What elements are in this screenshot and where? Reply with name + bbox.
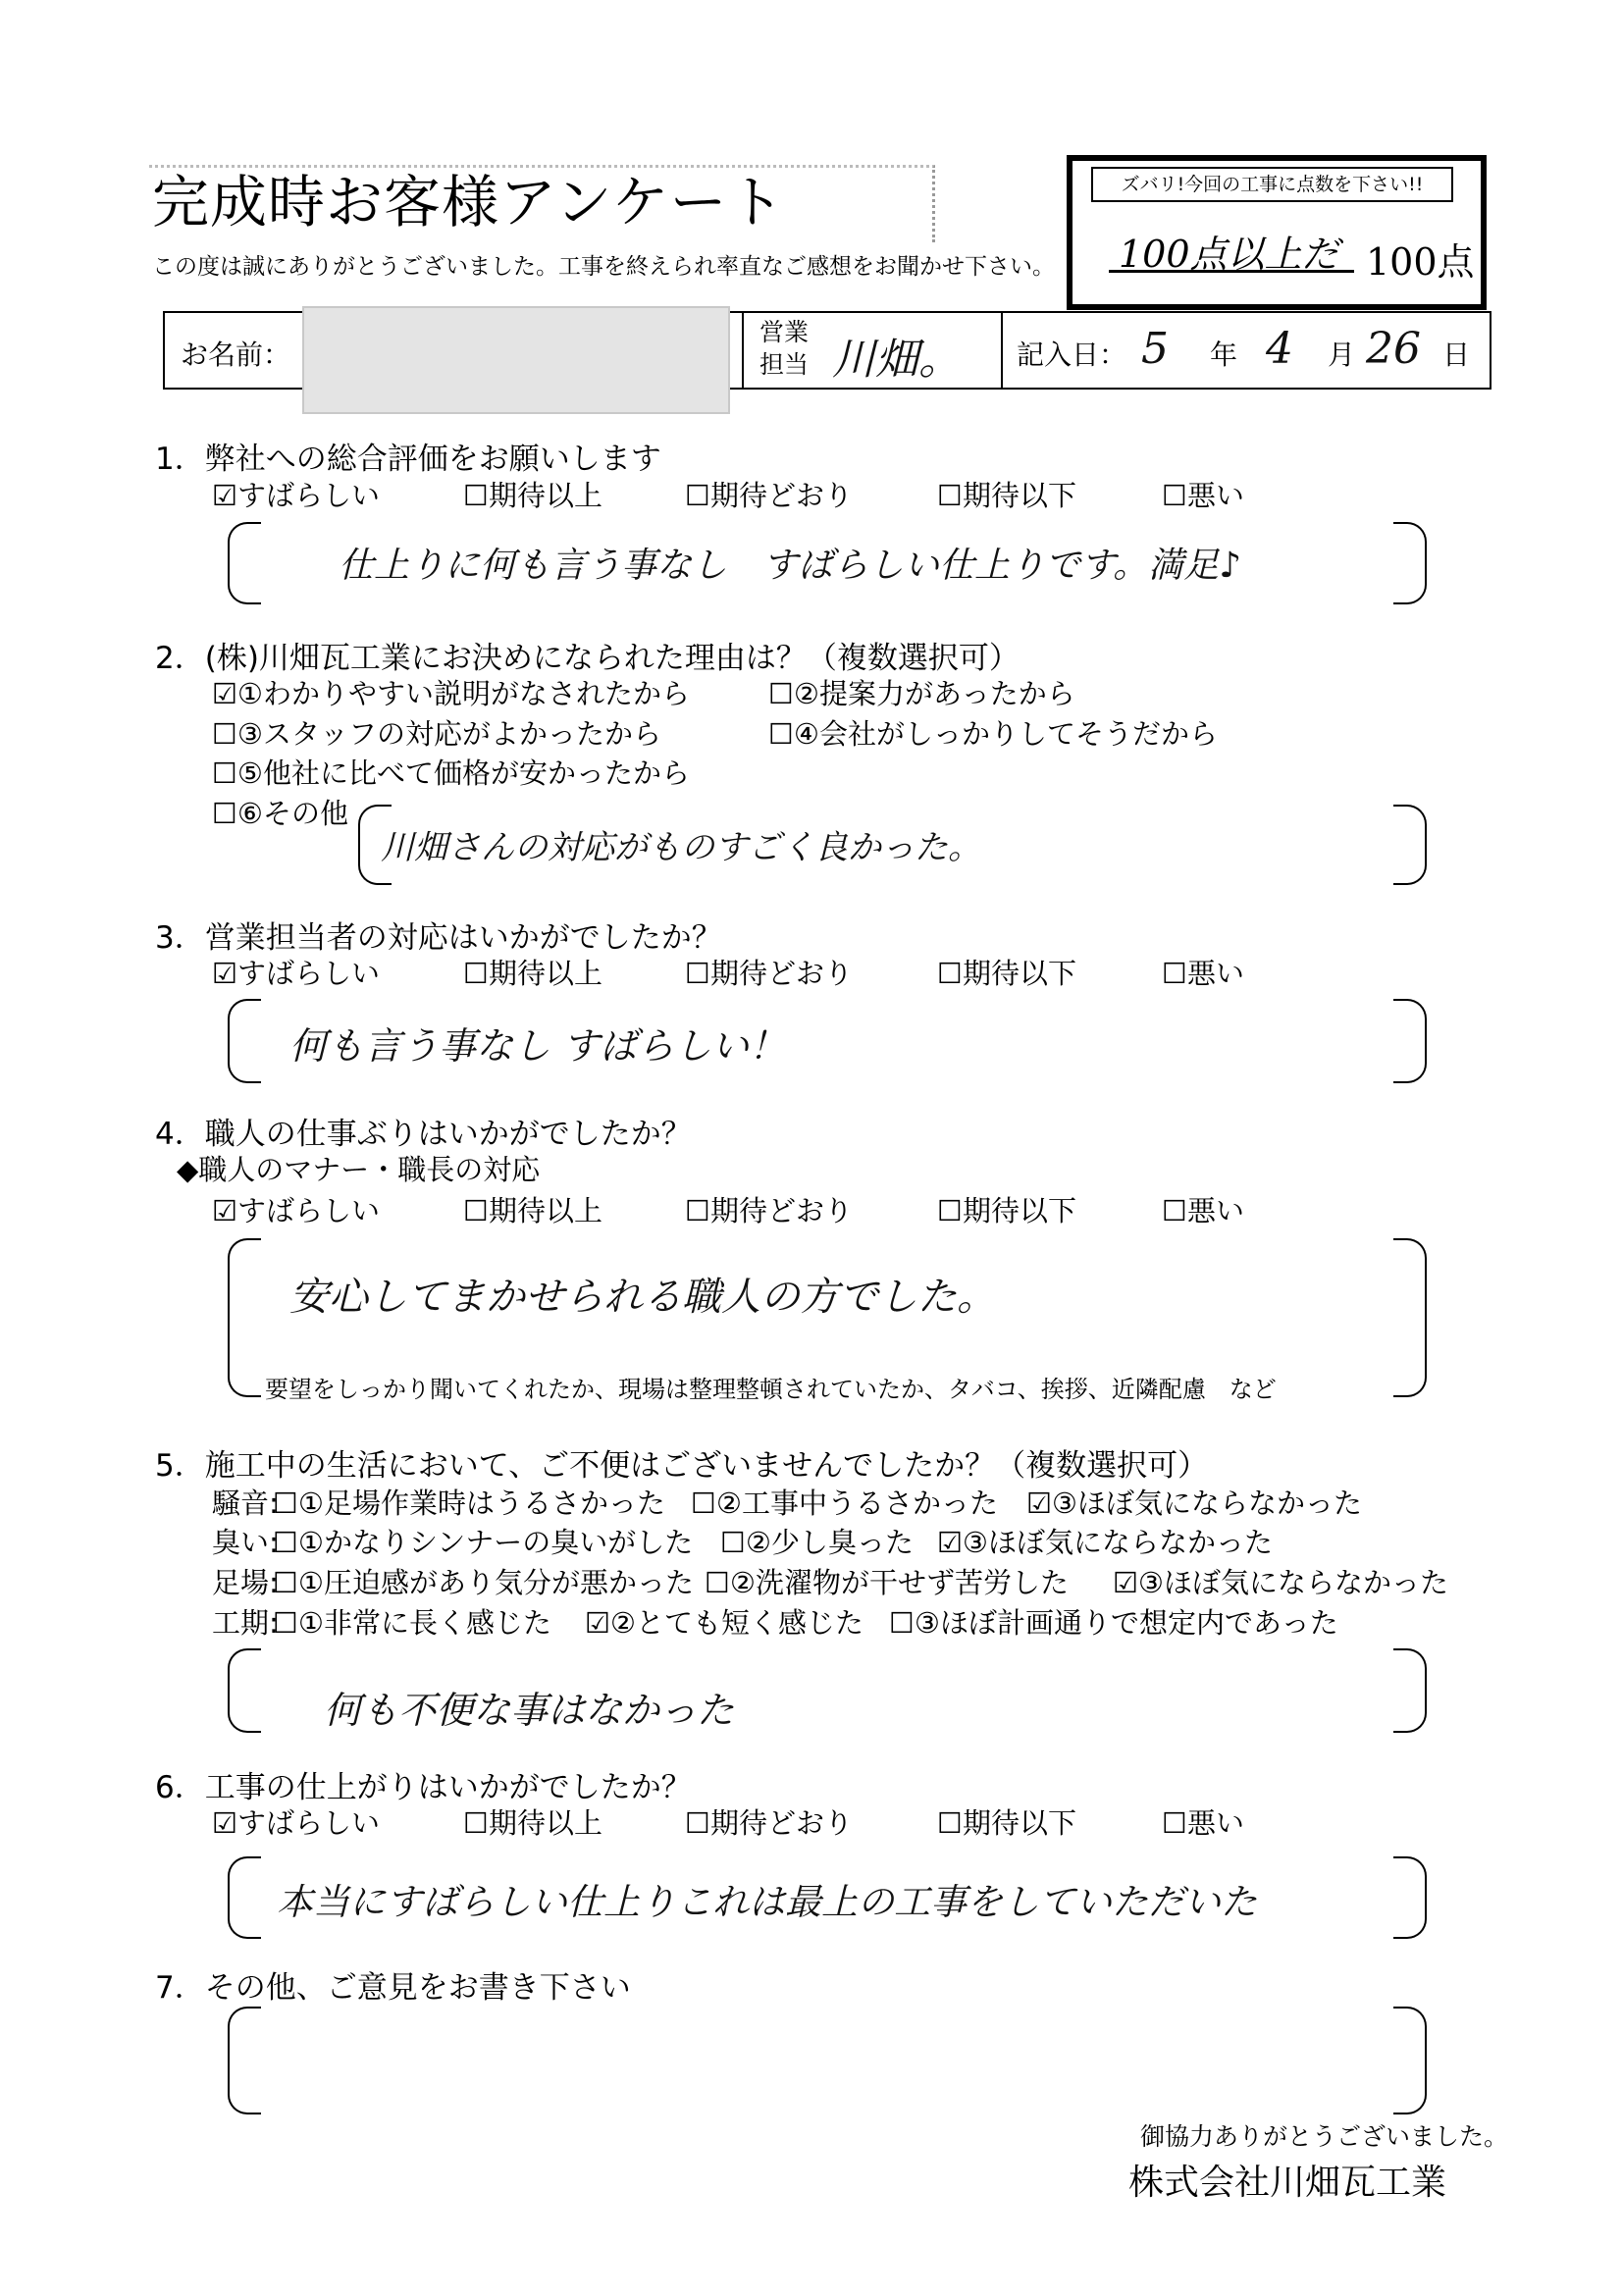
- checkbox[interactable]: ☐: [212, 757, 237, 790]
- q3-comment[interactable]: 何も言う事なし すばらしい！: [289, 1024, 787, 1068]
- checkbox[interactable]: ☑: [212, 677, 237, 710]
- checkbox[interactable]: ☐: [463, 479, 489, 512]
- page-subtitle: この度は誠にありがとうございました。工事を終えられ率直なご感想をお聞かせ下さい。: [152, 254, 1055, 280]
- sales-label-line1: 営業: [759, 318, 810, 346]
- q3-option-5[interactable]: ☐悪い: [1162, 957, 1245, 990]
- page-title: 完成時お客様アンケート: [152, 169, 786, 235]
- month-label: 月: [1328, 339, 1356, 371]
- checkbox[interactable]: ☐: [889, 1606, 915, 1640]
- q3-bracket-right: [1393, 999, 1427, 1083]
- q5-bracket-right: [1393, 1648, 1427, 1733]
- q2-option-3[interactable]: ☐③スタッフの対応がよかったから: [212, 717, 661, 751]
- q2-option-1[interactable]: ☑①わかりやすい説明がなされたから: [212, 677, 690, 710]
- q5-smell-option-3[interactable]: ☑③ほぼ気にならなかった: [937, 1526, 1273, 1559]
- checkbox[interactable]: ☐: [273, 1526, 298, 1559]
- footer-thanks: 御協力ありがとうございました。: [1140, 2122, 1509, 2151]
- checkbox[interactable]: ☐: [273, 1566, 298, 1599]
- q2-option-6[interactable]: ☐⑥その他: [212, 797, 348, 830]
- checkbox[interactable]: ☐: [273, 1606, 298, 1640]
- date-day[interactable]: 26: [1366, 324, 1421, 374]
- q4-option-3[interactable]: ☐期待どおり: [685, 1194, 854, 1227]
- q2-bracket-right: [1393, 805, 1427, 885]
- q5-scaffold-label: 足場:: [212, 1566, 279, 1599]
- q5-smell-option-2[interactable]: ☐②少し臭った: [720, 1526, 914, 1559]
- q1-option-4[interactable]: ☐期待以下: [937, 479, 1077, 512]
- q5-smell-label: 臭い:: [212, 1526, 279, 1559]
- q4-subtitle: ◆職人のマナー・職長の対応: [177, 1153, 541, 1186]
- q2-option-4[interactable]: ☐④会社がしっかりしてそうだから: [768, 717, 1218, 751]
- q6-bracket-left: [228, 1856, 261, 1939]
- checkbox[interactable]: ☑: [212, 1806, 237, 1840]
- q4-title: 4．職人の仕事ぶりはいかがでしたか？: [155, 1117, 692, 1152]
- q3-option-2[interactable]: ☐期待以上: [463, 957, 603, 990]
- checkbox[interactable]: ☐: [937, 957, 963, 990]
- q1-bracket-left: [228, 522, 261, 604]
- q6-option-5[interactable]: ☐悪い: [1162, 1806, 1245, 1840]
- q1-bracket-right: [1393, 522, 1427, 604]
- checkbox[interactable]: ☐: [768, 717, 794, 751]
- q6-option-3[interactable]: ☐期待どおり: [685, 1806, 854, 1840]
- checkbox[interactable]: ☐: [212, 797, 237, 830]
- q6-option-4[interactable]: ☐期待以下: [937, 1806, 1077, 1840]
- q2-option-5[interactable]: ☐⑤他社に比べて価格が安かったから: [212, 757, 690, 790]
- checkbox[interactable]: ☐: [937, 1806, 963, 1840]
- q7-bracket-left: [228, 2007, 261, 2114]
- q5-period-option-2[interactable]: ☑②とても短く感じた: [585, 1606, 863, 1640]
- checkbox[interactable]: ☐: [705, 1566, 730, 1599]
- checkbox[interactable]: ☐: [937, 1194, 963, 1227]
- year-label: 年: [1210, 339, 1238, 371]
- q6-title: 6．工事の仕上がりはいかがでしたか？: [155, 1770, 692, 1805]
- q5-noise-label: 騒音:: [212, 1487, 279, 1520]
- checkbox[interactable]: ☑: [212, 1194, 237, 1227]
- q6-comment[interactable]: 本当にすばらしい仕上りこれは最上の工事をしていただいた: [277, 1881, 1257, 1923]
- checkbox[interactable]: ☑: [212, 479, 237, 512]
- checkbox[interactable]: ☐: [685, 479, 710, 512]
- q2-title: 2．(株)川畑瓦工業にお決めになられた理由は？（複数選択可）: [155, 641, 1020, 676]
- checkbox[interactable]: ☑: [212, 957, 237, 990]
- checkbox[interactable]: ☐: [1162, 479, 1187, 512]
- checkbox[interactable]: ☐: [691, 1487, 716, 1520]
- checkbox[interactable]: ☐: [1162, 957, 1187, 990]
- date-label: 記入日：: [1017, 339, 1127, 371]
- q4-option-2[interactable]: ☐期待以上: [463, 1194, 603, 1227]
- q5-smell-option-1[interactable]: ☐①かなりシンナーの臭いがした: [273, 1526, 694, 1559]
- score-value: 100点: [1366, 240, 1475, 284]
- checkbox[interactable]: ☑: [1113, 1566, 1138, 1599]
- q4-comment[interactable]: 安心してまかせられる職人の方でした。: [289, 1275, 996, 1320]
- q5-period-label: 工期:: [212, 1606, 279, 1640]
- q5-comment[interactable]: 何も不便な事はなかった: [324, 1689, 735, 1732]
- q1-comment[interactable]: 仕上りに何も言う事なし すばらしい仕上りです。満足♪: [339, 546, 1242, 586]
- footer-company: 株式会社川畑瓦工業: [1128, 2163, 1447, 2203]
- q5-noise-option-3[interactable]: ☑③ほぼ気にならなかった: [1026, 1487, 1362, 1520]
- checkbox[interactable]: ☐: [1162, 1806, 1187, 1840]
- q4-bracket-right: [1393, 1238, 1427, 1397]
- q4-bracket-left: [228, 1238, 261, 1397]
- q6-option-1[interactable]: ☑すばらしい: [212, 1806, 381, 1840]
- q5-period-option-1[interactable]: ☐①非常に長く感じた: [273, 1606, 551, 1640]
- day-label: 日: [1442, 339, 1471, 371]
- q7-title: 7．その他、ご意見をお書き下さい: [155, 1970, 631, 2006]
- q2-comment[interactable]: 川畑さんの対応がものすごく良かった。: [381, 828, 981, 867]
- checkbox[interactable]: ☐: [1162, 1194, 1187, 1227]
- divider: [1001, 311, 1003, 390]
- date-year[interactable]: 5: [1141, 324, 1169, 374]
- q2-option-2[interactable]: ☐②提案力があったから: [768, 677, 1075, 710]
- q3-title: 3．営業担当者の対応はいかがでしたか？: [155, 920, 722, 956]
- q5-noise-option-2[interactable]: ☐②工事中うるさかった: [691, 1487, 998, 1520]
- checkbox[interactable]: ☐: [937, 479, 963, 512]
- checkbox[interactable]: ☑: [585, 1606, 610, 1640]
- q1-option-3[interactable]: ☐期待どおり: [685, 479, 854, 512]
- q1-option-2[interactable]: ☐期待以上: [463, 479, 603, 512]
- score-handwritten[interactable]: 100点以上だ: [1119, 233, 1339, 276]
- sales-handwritten[interactable]: 川畑。: [832, 335, 962, 385]
- score-instruction: ズバリ!今回の工事に点数を下さい!!: [1091, 167, 1453, 202]
- q5-scaffold-option-2[interactable]: ☐②洗濯物が干せず苦労した: [705, 1566, 1069, 1599]
- checkbox[interactable]: ☐: [273, 1487, 298, 1520]
- q4-option-4[interactable]: ☐期待以下: [937, 1194, 1077, 1227]
- q5-scaffold-option-3[interactable]: ☑③ほぼ気にならなかった: [1113, 1566, 1448, 1599]
- q1-option-5[interactable]: ☐悪い: [1162, 479, 1245, 512]
- sales-label: [759, 316, 809, 381]
- sales-label-line2: 担当: [759, 350, 810, 379]
- q6-bracket-right: [1393, 1856, 1427, 1939]
- q4-option-1[interactable]: ☑すばらしい: [212, 1194, 381, 1227]
- checkbox[interactable]: ☐: [720, 1526, 746, 1559]
- q5-title: 5．施工中の生活において、ご不便はございませんでしたか？（複数選択可）: [155, 1448, 1209, 1484]
- q4-hint: 要望をしっかり聞いてくれたか、現場は整理整頓されていたか、タバコ、挨拶、近隣配慮 など: [265, 1376, 1277, 1403]
- checkbox[interactable]: ☐: [685, 1806, 710, 1840]
- checkbox[interactable]: ☐: [463, 1806, 489, 1840]
- checkbox[interactable]: ☐: [463, 957, 489, 990]
- q5-bracket-left: [228, 1648, 261, 1733]
- q5-scaffold-option-1[interactable]: ☐①圧迫感があり気分が悪かった: [273, 1566, 694, 1599]
- checkbox[interactable]: ☐: [685, 957, 710, 990]
- q7-bracket-right: [1393, 2007, 1427, 2114]
- date-month[interactable]: 4: [1266, 324, 1293, 374]
- q6-option-2[interactable]: ☐期待以上: [463, 1806, 603, 1840]
- q3-bracket-left: [228, 999, 261, 1083]
- q1-title: 1．弊社への総合評価をお願いします: [155, 442, 661, 477]
- q3-option-3[interactable]: ☐期待どおり: [685, 957, 854, 990]
- q3-option-1[interactable]: ☑すばらしい: [212, 957, 381, 990]
- checkbox[interactable]: ☑: [1026, 1487, 1052, 1520]
- q1-option-1[interactable]: ☑すばらしい: [212, 479, 381, 512]
- q4-option-5[interactable]: ☐悪い: [1162, 1194, 1245, 1227]
- checkbox[interactable]: ☐: [768, 677, 794, 710]
- q5-period-option-3[interactable]: ☐③ほぼ計画通りで想定内であった: [889, 1606, 1338, 1640]
- checkbox[interactable]: ☐: [463, 1194, 489, 1227]
- q3-option-4[interactable]: ☐期待以下: [937, 957, 1077, 990]
- q5-noise-option-1[interactable]: ☐①足場作業時はうるさかった: [273, 1487, 665, 1520]
- checkbox[interactable]: ☑: [937, 1526, 963, 1559]
- name-redacted-field[interactable]: [302, 306, 730, 414]
- checkbox[interactable]: ☐: [685, 1194, 710, 1227]
- name-label: お名前：: [181, 339, 291, 371]
- checkbox[interactable]: ☐: [212, 717, 237, 751]
- divider: [742, 311, 744, 390]
